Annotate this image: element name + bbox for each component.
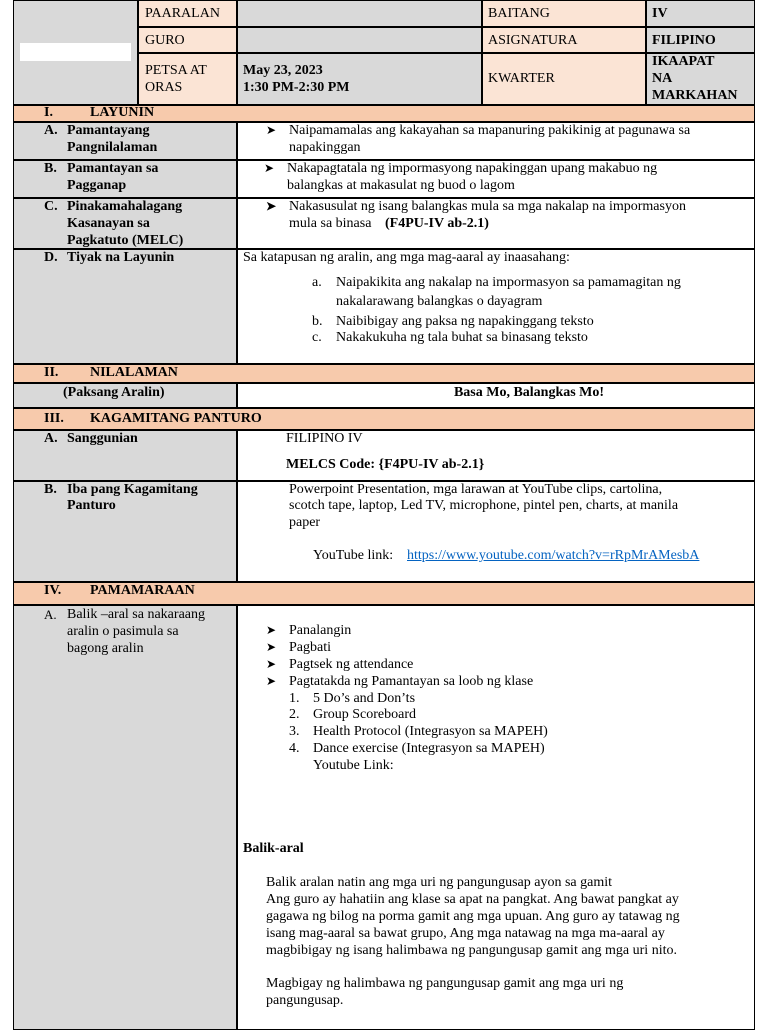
school-value-cell bbox=[237, 0, 482, 27]
objective-item-letter: a. bbox=[312, 275, 322, 290]
objective-item-text: Nakakukuha ng tala buhat sa binasang teksto bbox=[336, 330, 588, 345]
arrow-bullet-icon: ➤ bbox=[266, 123, 277, 137]
review-label-line1: Balik –aral sa nakaraang bbox=[67, 607, 205, 622]
subject-value: FILIPINO bbox=[652, 33, 716, 48]
content-standard-text-line2: napakinggan bbox=[289, 140, 361, 155]
quarter-value-line1: IKAAPAT bbox=[652, 54, 715, 69]
grade-value: IV bbox=[652, 6, 668, 21]
objectives-section-title: LAYUNIN bbox=[90, 105, 155, 120]
quarter-value-line2: NA bbox=[652, 71, 673, 86]
topic-title: Basa Mo, Balangkas Mo! bbox=[453, 385, 605, 400]
review-paragraph-line: magbibigay ng isang halimbawa ng pangungusap gamit ang mga uri nito. bbox=[266, 943, 677, 958]
melc-text-line1: Nakasusulat ng isang balangkas mula sa mga nakalap na impormasyon bbox=[289, 199, 686, 214]
review-label-cell bbox=[13, 605, 237, 1030]
arrow-bullet-icon: ➤ bbox=[266, 199, 277, 213]
review-letter: A. bbox=[44, 607, 57, 622]
quarter-label: KWARTER bbox=[488, 71, 555, 86]
youtube-link-label: Youtube Link: bbox=[313, 758, 394, 773]
melc-code: (F4PU-IV ab-2.1) bbox=[385, 216, 489, 231]
other-materials-text-line2: scotch tape, laptop, Led TV, microphone, pintel pen, charts, at manila bbox=[289, 498, 679, 513]
performance-standard-text-line2: balangkas at makasulat ng buod o lagom bbox=[287, 178, 515, 193]
review-paragraph-line: Ang guro ay hahatiin ang klase sa apat na pangkat. Ang bawat pangkat ay bbox=[266, 892, 679, 907]
performance-standard-label-line1: Pamantayan sa bbox=[67, 161, 159, 176]
grade-label: BAITANG bbox=[488, 6, 550, 21]
specific-objectives-label: Tiyak na Layunin bbox=[67, 250, 175, 265]
teacher-label: GURO bbox=[145, 33, 185, 48]
bullet-item: Pagtsek ng attendance bbox=[289, 657, 414, 672]
logo-placeholder bbox=[20, 43, 131, 61]
bullet-item: Pagtatakda ng Pamantayan sa loob ng klase bbox=[289, 674, 534, 689]
youtube-link[interactable]: https://www.youtube.com/watch?v=rRpMrAMesbA bbox=[407, 548, 700, 563]
numbered-item-num: 1. bbox=[289, 691, 300, 706]
objective-item-letter: c. bbox=[312, 330, 322, 345]
numbered-item-num: 2. bbox=[289, 707, 300, 722]
date-label-line1: PETSA AT bbox=[145, 63, 207, 78]
subject-label: ASIGNATURA bbox=[488, 33, 578, 48]
references-code: MELCS Code: {F4PU-IV ab-2.1} bbox=[286, 457, 485, 472]
other-materials-text-line1: Powerpoint Presentation, mga larawan at YouTube clips, cartolina, bbox=[289, 482, 663, 497]
references-letter: A. bbox=[44, 431, 58, 446]
numbered-item-num: 3. bbox=[289, 724, 300, 739]
content-standard-label-line2: Pangnilalaman bbox=[67, 140, 158, 155]
procedure-section-title: PAMAMARAAN bbox=[90, 583, 195, 598]
date-label-line2: ORAS bbox=[145, 80, 183, 95]
youtube-label: YouTube link: bbox=[313, 548, 394, 563]
other-materials-label-line2: Panturo bbox=[67, 498, 116, 513]
procedure-section-num: IV. bbox=[44, 583, 62, 598]
performance-standard-letter: B. bbox=[44, 161, 57, 176]
content-standard-letter: A. bbox=[44, 123, 58, 138]
bullet-item: Panalangin bbox=[289, 623, 352, 638]
specific-objectives-label-cell bbox=[13, 249, 237, 364]
melc-text-line2: mula sa binasa bbox=[289, 216, 372, 231]
performance-standard-text-line1: Nakapagtatala ng impormasyong napakinggan upang makabuo ng bbox=[287, 161, 658, 176]
numbered-item-text: Dance exercise (Integrasyon sa MAPEH) bbox=[313, 741, 545, 756]
topic-label: (Paksang Aralin) bbox=[63, 385, 165, 400]
performance-standard-label-line2: Pagganap bbox=[67, 178, 127, 193]
other-materials-letter: B. bbox=[44, 482, 57, 497]
numbered-item-text: 5 Do’s and Don’ts bbox=[313, 691, 416, 706]
arrow-bullet-icon: ➤ bbox=[266, 674, 277, 688]
content-section-num: II. bbox=[44, 365, 59, 380]
objective-item-letter: b. bbox=[312, 314, 323, 329]
arrow-bullet-icon: ➤ bbox=[266, 657, 277, 671]
numbered-item-text: Group Scoreboard bbox=[313, 707, 417, 722]
bullet-item: Pagbati bbox=[289, 640, 331, 655]
melc-letter: C. bbox=[44, 199, 58, 214]
arrow-bullet-icon: ➤ bbox=[264, 161, 275, 175]
objective-item-text: Naipakikita ang nakalap na impormasyon sa pamamagitan ng bbox=[336, 275, 681, 290]
numbered-item-num: 4. bbox=[289, 741, 300, 756]
objectives-section-num: I. bbox=[44, 105, 53, 120]
date-value: May 23, 2023 bbox=[243, 63, 323, 78]
arrow-bullet-icon: ➤ bbox=[266, 640, 277, 654]
arrow-bullet-icon: ➤ bbox=[266, 623, 277, 637]
melc-label-line1: Pinakamahalagang bbox=[67, 199, 183, 214]
school-label: PAARALAN bbox=[145, 6, 220, 21]
references-label: Sanggunian bbox=[67, 431, 138, 446]
review-paragraph-line: gagawa ng bilog na porma gamit ang mga upuan. Ang guro ay tatawag ng bbox=[266, 909, 680, 924]
content-standard-label-line1: Pamantayang bbox=[67, 123, 150, 138]
teacher-value-cell bbox=[237, 27, 482, 53]
specific-objectives-letter: D. bbox=[44, 250, 58, 265]
review-paragraph-line: pangungusap. bbox=[266, 993, 344, 1008]
review-paragraph-line: Magbigay ng halimbawa ng pangungusap gamit ang mga uri ng bbox=[266, 976, 624, 991]
specific-objectives-intro: Sa katapusan ng aralin, ang mga mag-aaral ay inaasahang: bbox=[243, 250, 570, 265]
other-materials-label-line1: Iba pang Kagamitang bbox=[67, 482, 198, 497]
review-label-line2: aralin o pasimula sa bbox=[67, 624, 179, 639]
melc-label-line3: Pagkatuto (MELC) bbox=[67, 233, 184, 248]
objective-item-text: Naibibigay ang paksa ng napakinggang teksto bbox=[336, 314, 594, 329]
review-title: Balik-aral bbox=[243, 841, 304, 856]
content-section-title: NILALAMAN bbox=[90, 365, 178, 380]
quarter-value-line3: MARKAHAN bbox=[652, 88, 738, 103]
review-paragraph-line: isang mag-aaral sa bawat grupo, Ang mga natawag na mga ma-aaral ay bbox=[266, 926, 665, 941]
review-label-line3: bagong aralin bbox=[67, 641, 144, 656]
content-standard-text-line1: Naipamamalas ang kakayahan sa mapanuring pakikinig at pagunawa sa bbox=[289, 123, 691, 138]
materials-section-num: III. bbox=[44, 411, 64, 426]
other-materials-text-line3: paper bbox=[289, 515, 321, 530]
references-text: FILIPINO IV bbox=[286, 431, 363, 446]
materials-section-title: KAGAMITANG PANTURO bbox=[90, 411, 262, 426]
time-value: 1:30 PM-2:30 PM bbox=[243, 80, 350, 95]
review-paragraph-line: Balik aralan natin ang mga uri ng pangungusap ayon sa gamit bbox=[266, 875, 613, 890]
melc-label-line2: Kasanayan sa bbox=[67, 216, 150, 231]
numbered-item-text: Health Protocol (Integrasyon sa MAPEH) bbox=[313, 724, 548, 739]
objective-item-text: nakalarawang balangkas o dayagram bbox=[336, 294, 543, 309]
